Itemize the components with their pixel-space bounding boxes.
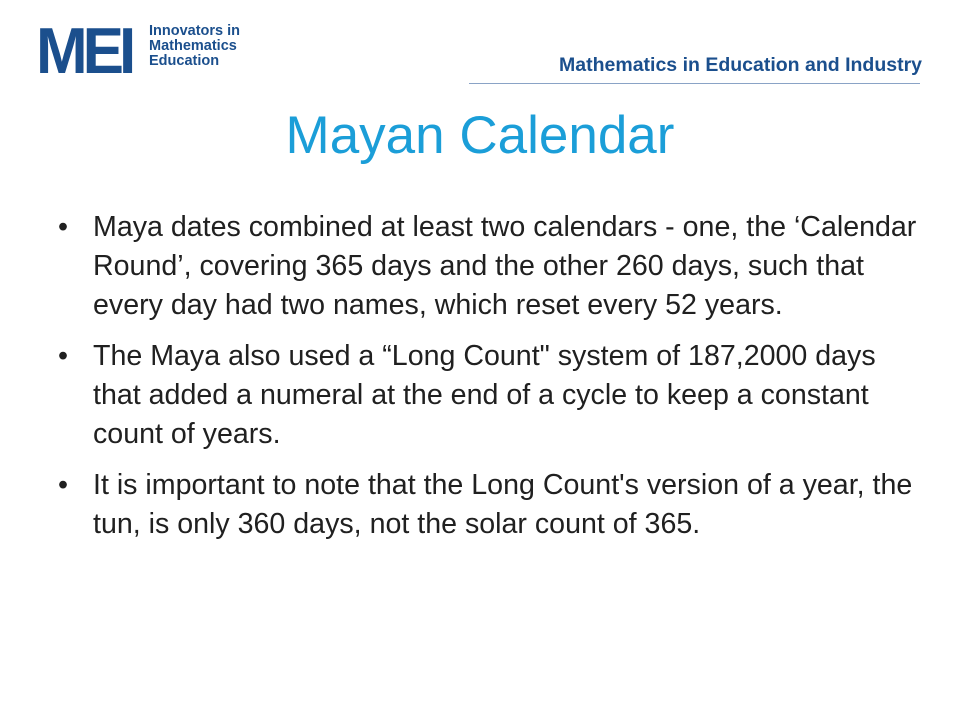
logo-tagline — [149, 24, 240, 69]
bullet-text: Maya dates combined at least two calendars - one, the ‘Calendar Round’, covering 365 days and the other 260 days, such that every day had two names, which reset every 52 years. — [93, 211, 917, 321]
logo-letters: MEI — [36, 15, 132, 88]
bullet-list — [55, 208, 925, 544]
mei-logo — [36, 15, 132, 88]
header-divider — [469, 83, 920, 84]
bullet-text: It is important to note that the Long Count's version of a year, the tun, is only 360 days, not the solar count of 365. — [93, 469, 913, 540]
organization-banner: Mathematics in Education and Industry — [559, 54, 922, 76]
slide-title: Mayan Calendar — [285, 106, 675, 165]
logo-tagline-line: Innovators in — [149, 23, 241, 39]
bullet-item — [55, 208, 925, 325]
logo-tagline-line: Mathematics — [149, 38, 237, 54]
bullet-text: The Maya also used a “Long Count" system of 187,2000 days that added a numeral at the end of a cycle to keep a constant count of years. — [93, 340, 876, 450]
bullet-item — [55, 337, 925, 454]
slide-body — [55, 208, 925, 556]
bullet-item — [55, 466, 925, 544]
bullet-icon: • — [58, 469, 69, 501]
bullet-icon: • — [58, 340, 69, 372]
logo-tagline-line: Education — [149, 53, 220, 69]
bullet-icon: • — [58, 211, 69, 243]
slide-header — [0, 0, 960, 90]
